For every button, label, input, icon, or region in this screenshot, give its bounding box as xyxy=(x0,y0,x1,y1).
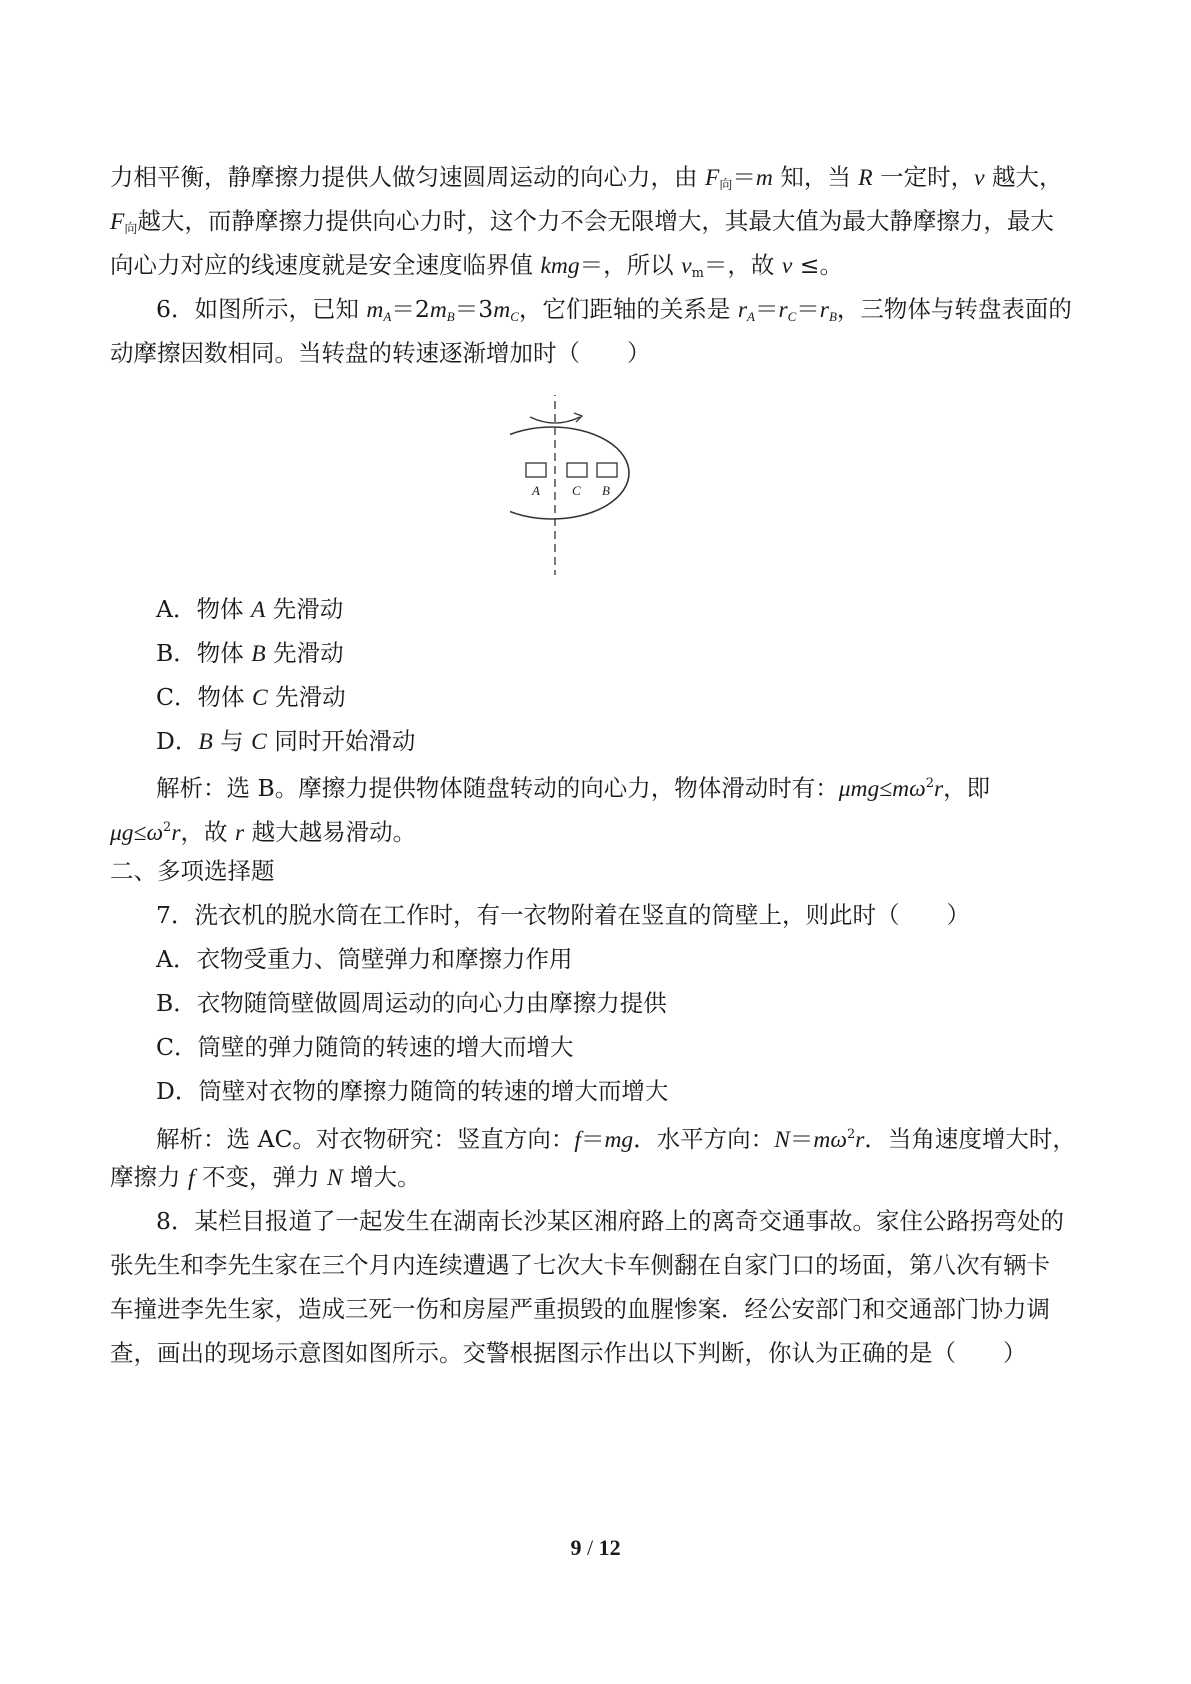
var-r: r xyxy=(855,1127,865,1153)
text: 先滑动 xyxy=(265,639,344,667)
text: 越大，而静摩擦力提供向心力时，这个力不会无限增大，其最大值为最大静摩擦力，最大 xyxy=(137,207,1054,235)
var-v: v xyxy=(781,253,793,279)
var-v: v xyxy=(681,253,692,279)
var-f: f xyxy=(187,1165,195,1191)
text: 先滑动 xyxy=(267,683,346,711)
text: ＝，所以 xyxy=(579,251,682,279)
q6-analysis-line2 xyxy=(110,813,416,848)
text: A．物体 xyxy=(156,595,251,623)
label-A: A xyxy=(532,483,540,498)
page-number xyxy=(0,1535,1191,1561)
q7-option-A: A．衣物受重力、筒壁弹力和摩擦力作用 xyxy=(156,945,573,973)
superscript: 2 xyxy=(846,1127,856,1142)
q6-option-D xyxy=(156,726,415,757)
text: ＝ xyxy=(754,295,779,323)
text: ，三物体与转盘表面的 xyxy=(836,295,1072,323)
subscript: A xyxy=(747,309,755,324)
text: ＝ xyxy=(732,163,756,191)
text: 向心力对应的线速度就是安全速度临界值 xyxy=(110,251,541,279)
text: 越大， xyxy=(984,163,1063,191)
var-m: m xyxy=(366,297,384,323)
var-m: m xyxy=(755,165,773,191)
text: C．物体 xyxy=(156,683,252,711)
text: 增大。 xyxy=(342,1163,421,1191)
text: ．当角速度增大时， xyxy=(864,1125,1076,1153)
text: ＝ xyxy=(580,1125,605,1153)
formula: μg≤ω xyxy=(110,820,164,846)
text: 不变，弹力 xyxy=(194,1163,327,1191)
text: 解析：选 B。摩擦力提供物体随盘转动的向心力，物体滑动时有： xyxy=(156,774,839,802)
q7-analysis-line2 xyxy=(110,1162,421,1193)
text: 越大越易滑动。 xyxy=(244,818,417,846)
q6-analysis xyxy=(156,769,990,804)
var-r: r xyxy=(737,297,747,323)
var: B xyxy=(251,641,266,667)
q7-stem: 7．洗衣机的脱水筒在工作时，有一衣物附着在竖直的筒壁上，则此时（ ） xyxy=(156,901,970,929)
var-N: N xyxy=(774,1127,790,1153)
label-C: C xyxy=(572,483,581,498)
text: ．水平方向： xyxy=(633,1125,775,1153)
var: B xyxy=(198,729,213,755)
formula: μmg≤mω xyxy=(838,776,926,802)
var-F: F xyxy=(110,209,125,235)
var-r: r xyxy=(934,776,944,802)
text: ≤。 xyxy=(792,251,843,279)
subscript: C xyxy=(510,309,519,324)
var-r: r xyxy=(234,820,245,846)
text: ，故 xyxy=(180,818,235,846)
var-m: m xyxy=(429,297,447,323)
var-N: N xyxy=(326,1165,343,1191)
text: ，它们距轴的关系是 xyxy=(518,295,738,323)
q7-analysis xyxy=(156,1120,1076,1155)
q6-stem xyxy=(156,294,1072,332)
q7-option-C: C．筒壁的弹力随筒的转速的增大而增大 xyxy=(156,1033,574,1061)
formula-mg: mg xyxy=(604,1127,634,1153)
q8-line: 查，画出的现场示意图如图所示。交警根据图示作出以下判断，你认为正确的是（ ） xyxy=(110,1339,1027,1367)
q6-option-B xyxy=(156,638,344,669)
page-separator: / xyxy=(581,1535,599,1560)
formula: mω xyxy=(813,1127,847,1153)
turntable-figure xyxy=(510,395,680,595)
text-line xyxy=(110,206,1054,245)
subscript: C xyxy=(787,309,797,324)
text: 6．如图所示，已知 xyxy=(156,295,367,323)
text: 一定时， xyxy=(872,163,975,191)
subscript: B xyxy=(446,309,455,324)
var-r: r xyxy=(819,297,829,323)
q8-line: 车撞进李先生家，造成三死一伤和房屋严重损毁的血腥惨案．经公安部门和交通部门协力调 xyxy=(110,1295,1050,1323)
q6-option-C xyxy=(156,682,346,713)
q7-option-D: D．筒壁对衣物的摩擦力随筒的转速的增大而增大 xyxy=(156,1077,669,1105)
q6-option-A xyxy=(156,594,343,625)
text: 与 xyxy=(212,727,252,755)
q8-line: 张先生和李先生家在三个月内连续遭遇了七次大卡车侧翻在自家门口的场面，第八次有辆卡 xyxy=(110,1251,1050,1279)
subscript: 向 xyxy=(124,222,138,237)
text-line xyxy=(110,162,1063,201)
text: ＝2 xyxy=(391,295,430,323)
var-r: r xyxy=(778,297,788,323)
var: C xyxy=(251,685,268,711)
section-heading: 二、多项选择题 xyxy=(110,857,275,885)
var-f: f xyxy=(574,1127,581,1153)
block-A xyxy=(526,463,546,477)
subscript: B xyxy=(828,309,837,324)
text: D． xyxy=(156,727,199,755)
formula-kmg: kmg xyxy=(540,253,580,279)
text: ＝3 xyxy=(454,295,494,323)
block-C xyxy=(567,463,587,477)
text: 解析：选 AC。对衣物研究：竖直方向： xyxy=(156,1125,575,1153)
text: 同时开始滑动 xyxy=(266,727,416,755)
text: ，即 xyxy=(943,774,991,802)
var-v: v xyxy=(974,165,985,191)
page-total: 12 xyxy=(598,1535,621,1560)
var: A xyxy=(250,597,266,623)
block-B xyxy=(597,463,617,477)
subscript: 向 xyxy=(719,178,733,193)
subscript: m xyxy=(691,266,704,281)
text: 力相平衡，静摩擦力提供人做匀速圆周运动的向心力，由 xyxy=(110,163,705,191)
var-r: r xyxy=(171,820,181,846)
page-current: 9 xyxy=(570,1535,582,1560)
superscript: 2 xyxy=(925,776,935,791)
var-F: F xyxy=(704,165,720,191)
subscript: A xyxy=(383,309,392,324)
text: ＝ xyxy=(796,295,820,323)
text-line xyxy=(110,250,843,289)
q6-stem-line2: 动摩擦因数相同。当转盘的转速逐渐增加时（ ） xyxy=(110,339,651,367)
text: 先滑动 xyxy=(265,595,344,623)
text: B．物体 xyxy=(156,639,252,667)
var-m: m xyxy=(493,297,511,323)
var: C xyxy=(251,729,267,755)
q8-line: 8．某栏目报道了一起发生在湖南长沙某区湘府路上的离奇交通事故。家住公路拐弯处的 xyxy=(156,1207,1064,1235)
text: 知，当 xyxy=(772,163,859,191)
superscript: 2 xyxy=(163,820,172,835)
var-R: R xyxy=(858,165,873,191)
text: ＝，故 xyxy=(703,251,782,279)
label-B: B xyxy=(602,483,610,498)
text: ＝ xyxy=(789,1125,814,1153)
q7-option-B: B．衣物随筒壁做圆周运动的向心力由摩擦力提供 xyxy=(156,989,667,1017)
text: 摩擦力 xyxy=(110,1163,188,1191)
